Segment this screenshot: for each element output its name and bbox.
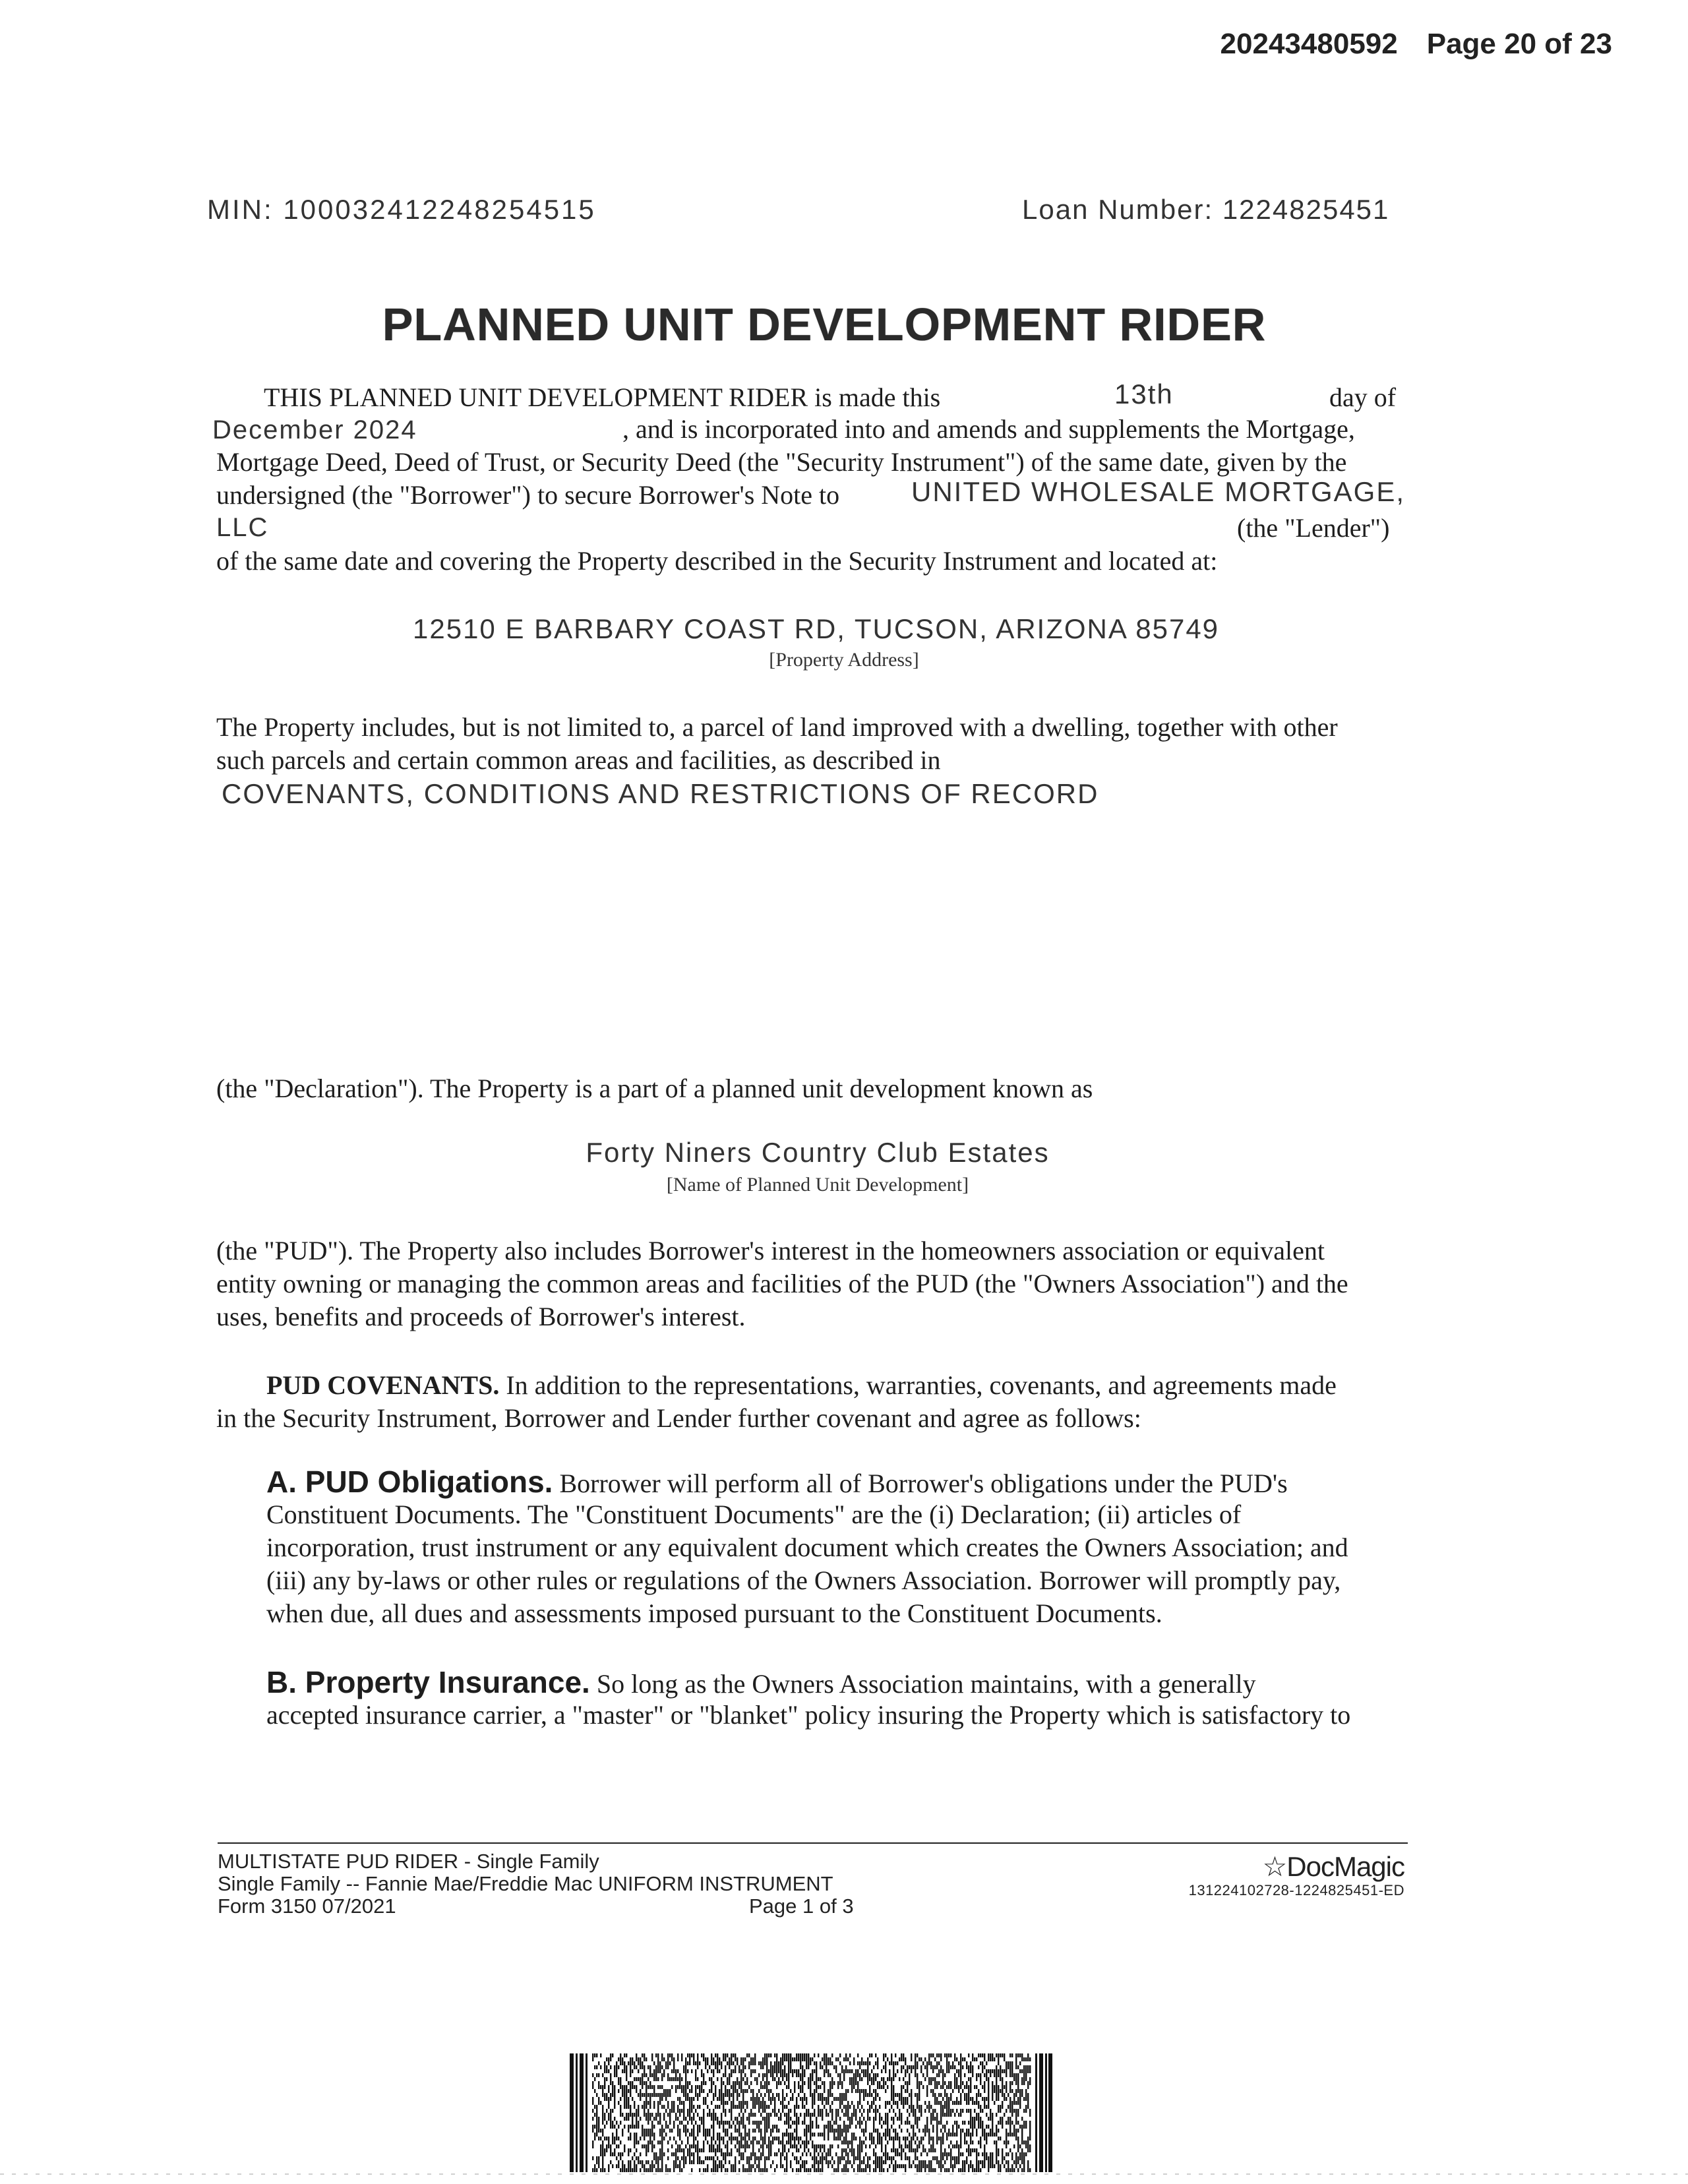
document-title: PLANNED UNIT DEVELOPMENT RIDER — [382, 299, 1267, 350]
pud-line-3: uses, benefits and proceeds of Borrower's interest. — [216, 1302, 746, 1331]
page-indicator: Page 20 of 23 — [1426, 28, 1612, 60]
includes-line-2: such parcels and certain common areas and facilities, as described in — [216, 745, 941, 775]
section-a-line-4: (iii) any by-laws or other rules or regulations of the Owners Association. Borrower will promptly pay, — [266, 1565, 1341, 1595]
pud-line-2: entity owning or managing the common areas and facilities of the PUD (the "Owners Association") and the — [216, 1269, 1348, 1298]
section-a-line-5: when due, all dues and assessments imposed pursuant to the Constituent Documents. — [266, 1598, 1162, 1628]
section-a-line-3: incorporation, trust instrument or any equivalent document which creates the Owners Association; and — [266, 1532, 1348, 1562]
footer-rule — [218, 1842, 1408, 1844]
section-a-heading: A. PUD Obligations. — [266, 1465, 553, 1499]
covenants-line-1-rest: In addition to the representations, warranties, covenants, and agreements made — [506, 1370, 1337, 1400]
barcode-guard-bar — [586, 2053, 588, 2172]
docmagic-logo — [1263, 1850, 1404, 1883]
footer-page: Page 1 of 3 — [749, 1895, 854, 1918]
footer-line-2: Single Family -- Fannie Mae/Freddie Mac UNIFORM INSTRUMENT — [218, 1872, 833, 1895]
section-b-line-1 — [266, 1666, 1256, 1701]
barcode-guard-bar — [580, 2053, 584, 2172]
intro-day-of: day of — [1329, 382, 1397, 412]
declaration-value: COVENANTS, CONDITIONS AND RESTRICTIONS OF RECORD — [222, 778, 1099, 809]
footer-line-1: MULTISTATE PUD RIDER - Single Family — [218, 1850, 599, 1873]
lender-label: (the "Lender") — [1237, 513, 1390, 543]
property-address: 12510 E BARBARY COAST RD, TUCSON, ARIZONA 85749 — [413, 613, 1220, 644]
doc-id: 131224102728-1224825451-ED — [1188, 1882, 1404, 1898]
property-address-caption: [Property Address] — [769, 649, 919, 671]
intro-line-1: THIS PLANNED UNIT DEVELOPMENT RIDER is made this — [264, 382, 941, 412]
barcode-guard-bar — [1039, 2053, 1043, 2172]
barcode-guard-bar — [1045, 2053, 1047, 2172]
section-b-heading: B. Property Insurance. — [266, 1665, 590, 1699]
section-a-line-1-rest: Borrower will perform all of Borrower's obligations under the PUD's — [559, 1469, 1288, 1498]
pud-line-1: (the "PUD"). The Property also includes Borrower's interest in the homeowners association or equivalent — [216, 1236, 1325, 1265]
barcode-guard-bar — [570, 2053, 574, 2172]
declaration-line: (the "Declaration"). The Property is a part of a planned unit development known as — [216, 1074, 1093, 1103]
includes-line-1: The Property includes, but is not limited to, a parcel of land improved with a dwelling, together with other — [216, 712, 1338, 742]
min-number: MIN: 100032412248254515 — [207, 194, 596, 225]
barcode-image — [570, 2053, 1052, 2172]
intro-line-2: , and is incorporated into and amends and supplements the Mortgage, — [622, 414, 1355, 444]
intro-line-4: undersigned (the "Borrower") to secure Borrower's Note to — [216, 480, 840, 510]
intro-month-year: December 2024 — [212, 415, 417, 444]
lender-name-1: UNITED WHOLESALE MORTGAGE, — [911, 476, 1405, 507]
star-icon: ☆ — [1262, 1851, 1287, 1882]
loan-number: Loan Number: 1224825451 — [1022, 194, 1390, 225]
recording-header — [1191, 28, 1612, 61]
scan-edge-artifact — [0, 2173, 1688, 2175]
section-b-line-1-rest: So long as the Owners Association maintains, with a generally — [596, 1669, 1256, 1699]
intro-day-value: 13th — [1114, 379, 1174, 410]
section-b-line-2: accepted insurance carrier, a "master" or "blanket" policy insuring the Property which is satisfactory to — [266, 1700, 1351, 1730]
intro-line-6: of the same date and covering the Property described in the Security Instrument and located at: — [216, 546, 1218, 576]
docmagic-brand: DocMagic — [1286, 1851, 1404, 1882]
covenants-line-2: in the Security Instrument, Borrower and Lender further covenant and agree as follows: — [216, 1403, 1141, 1433]
footer-line-3: Form 3150 07/2021 — [218, 1895, 396, 1918]
intro-line-3: Mortgage Deed, Deed of Trust, or Security Deed (the "Security Instrument") of the same date, given by the — [216, 447, 1347, 477]
barcode-guard-bar — [1035, 2053, 1037, 2172]
covenants-line-1 — [266, 1369, 1337, 1402]
pud-name: Forty Niners Country Club Estates — [586, 1137, 1050, 1168]
pud-name-caption: [Name of Planned Unit Development] — [666, 1174, 969, 1196]
section-a-line-1 — [266, 1465, 1288, 1500]
barcode-guard-bar — [576, 2053, 578, 2172]
recording-number: 20243480592 — [1220, 28, 1398, 60]
covenants-lead: PUD COVENANTS. — [266, 1370, 500, 1400]
barcode-guard-bar — [1048, 2053, 1052, 2172]
lender-name-2: LLC — [216, 513, 269, 542]
section-a-line-2: Constituent Documents. The "Constituent Documents" are the (i) Declaration; (ii) articles of — [266, 1500, 1242, 1529]
